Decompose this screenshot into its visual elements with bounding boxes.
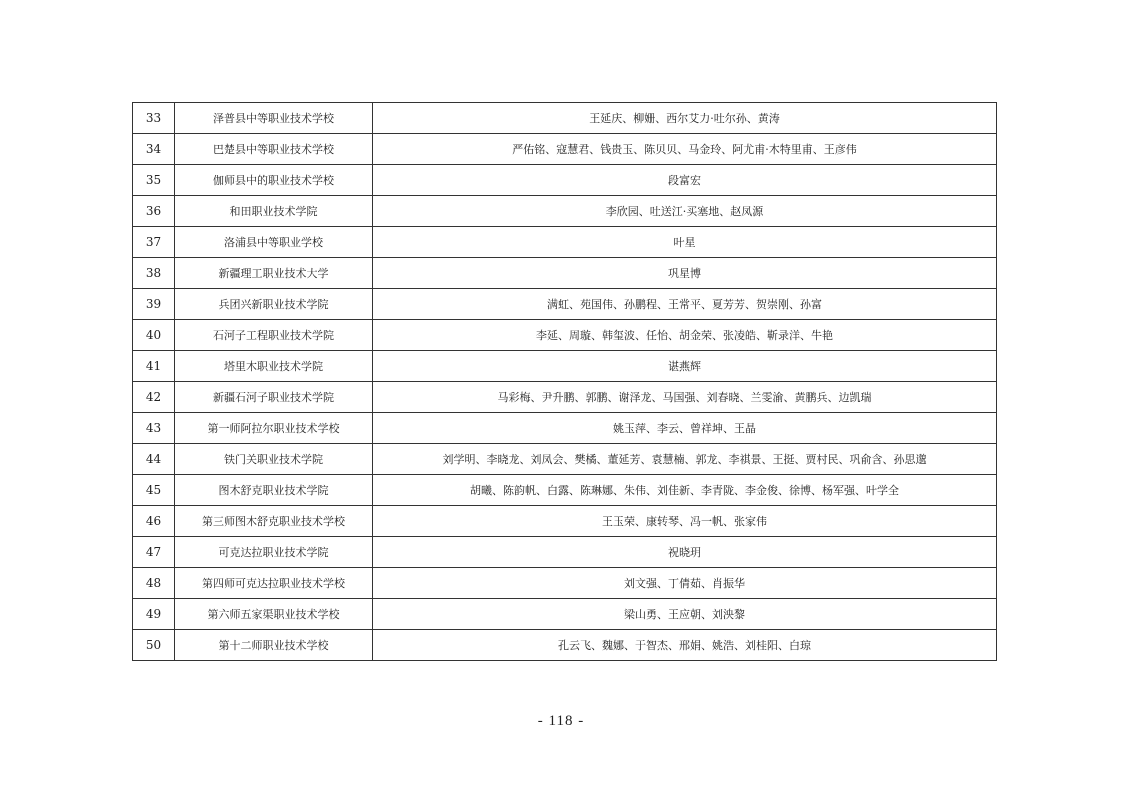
table-row (133, 165, 997, 196)
row-number-cell: 43 (133, 413, 175, 444)
school-name-cell: 可克达拉职业技术学院 (175, 537, 373, 568)
row-number-cell: 33 (133, 103, 175, 134)
school-name-cell: 图木舒克职业技术学院 (175, 475, 373, 506)
table-row (133, 134, 997, 165)
row-number-cell: 45 (133, 475, 175, 506)
awardee-names-cell: 王玉荣、康转琴、冯一帆、张家伟 (373, 506, 997, 537)
awardee-names-cell: 梁山勇、王应朝、刘泱黎 (373, 599, 997, 630)
awardee-names-cell: 王延庆、柳姗、西尔艾力·吐尔孙、黄涛 (373, 103, 997, 134)
school-name-cell: 和田职业技术学院 (175, 196, 373, 227)
awardee-names-cell: 胡曦、陈韵帆、白露、陈琳娜、朱伟、刘佳新、李青陇、李金俊、徐博、杨军强、叶学全 (373, 475, 997, 506)
row-number-cell: 48 (133, 568, 175, 599)
school-name-cell: 洛浦县中等职业学校 (175, 227, 373, 258)
table-row (133, 568, 997, 599)
awardee-names-cell: 叶星 (373, 227, 997, 258)
school-name-cell: 新疆石河子职业技术学院 (175, 382, 373, 413)
school-name-cell: 兵团兴新职业技术学院 (175, 289, 373, 320)
row-number-cell: 42 (133, 382, 175, 413)
row-number-cell: 44 (133, 444, 175, 475)
row-number-cell: 47 (133, 537, 175, 568)
school-name-cell: 泽普县中等职业技术学校 (175, 103, 373, 134)
school-name-cell: 石河子工程职业技术学院 (175, 320, 373, 351)
school-name-cell: 第六师五家渠职业技术学校 (175, 599, 373, 630)
table-row (133, 351, 997, 382)
awardee-names-cell: 祝晓玥 (373, 537, 997, 568)
awardee-names-cell: 李欣园、吐送江·买塞地、赵凤源 (373, 196, 997, 227)
page-number: - 118 - (537, 713, 585, 729)
table-row (133, 196, 997, 227)
row-number-cell: 36 (133, 196, 175, 227)
awardee-names-cell: 满虹、苑国伟、孙鹏程、王常平、夏芳芳、贺崇刚、孙富 (373, 289, 997, 320)
awardee-names-cell: 严佑铭、寇慧君、钱贵玉、陈贝贝、马金玲、阿尤甫·木特里甫、王彦伟 (373, 134, 997, 165)
row-number-cell: 41 (133, 351, 175, 382)
table-body (133, 103, 997, 661)
table-row (133, 320, 997, 351)
awardee-names-cell: 李延、周璇、韩玺波、任怡、胡金荣、张凌皓、靳录洋、牛艳 (373, 320, 997, 351)
row-number-cell: 34 (133, 134, 175, 165)
school-name-cell: 第一师阿拉尔职业技术学校 (175, 413, 373, 444)
table-row (133, 599, 997, 630)
table-row (133, 227, 997, 258)
table-row (133, 103, 997, 134)
table-row (133, 475, 997, 506)
table-row (133, 258, 997, 289)
table-row (133, 444, 997, 475)
awardee-names-cell: 刘学明、李晓龙、刘凤会、樊橘、董延芳、袁慧楠、郭龙、李祺景、王挺、贾村民、巩俞含、孙思邈 (373, 444, 997, 475)
row-number-cell: 38 (133, 258, 175, 289)
row-number-cell: 49 (133, 599, 175, 630)
school-name-cell: 第三师图木舒克职业技术学校 (175, 506, 373, 537)
awardee-table (132, 102, 997, 661)
row-number-cell: 40 (133, 320, 175, 351)
row-number-cell: 46 (133, 506, 175, 537)
school-name-cell: 伽师县中的职业技术学校 (175, 165, 373, 196)
awardee-names-cell: 段富宏 (373, 165, 997, 196)
table-row (133, 289, 997, 320)
school-name-cell: 新疆理工职业技术大学 (175, 258, 373, 289)
table-row (133, 382, 997, 413)
school-name-cell: 铁门关职业技术学院 (175, 444, 373, 475)
awardee-names-cell: 马彩梅、尹升鹏、郭鹏、谢泽龙、马国强、刘春晓、兰雯渝、黄鹏兵、边凯瑞 (373, 382, 997, 413)
school-name-cell: 第四师可克达拉职业技术学校 (175, 568, 373, 599)
school-name-cell: 第十二师职业技术学校 (175, 630, 373, 661)
awardee-names-cell: 谌燕辉 (373, 351, 997, 382)
table-row (133, 537, 997, 568)
awardee-names-cell: 孔云飞、魏娜、于智杰、邢娟、姚浩、刘桂阳、白琼 (373, 630, 997, 661)
row-number-cell: 37 (133, 227, 175, 258)
awardee-names-cell: 刘文强、丁倩茹、肖振华 (373, 568, 997, 599)
school-name-cell: 塔里木职业技术学院 (175, 351, 373, 382)
awardee-names-cell: 巩星博 (373, 258, 997, 289)
table-row (133, 506, 997, 537)
row-number-cell: 39 (133, 289, 175, 320)
row-number-cell: 35 (133, 165, 175, 196)
school-name-cell: 巴楚县中等职业技术学校 (175, 134, 373, 165)
table-row (133, 413, 997, 444)
awardee-names-cell: 姚玉萍、李云、曾祥坤、王晶 (373, 413, 997, 444)
table-row (133, 630, 997, 661)
row-number-cell: 50 (133, 630, 175, 661)
